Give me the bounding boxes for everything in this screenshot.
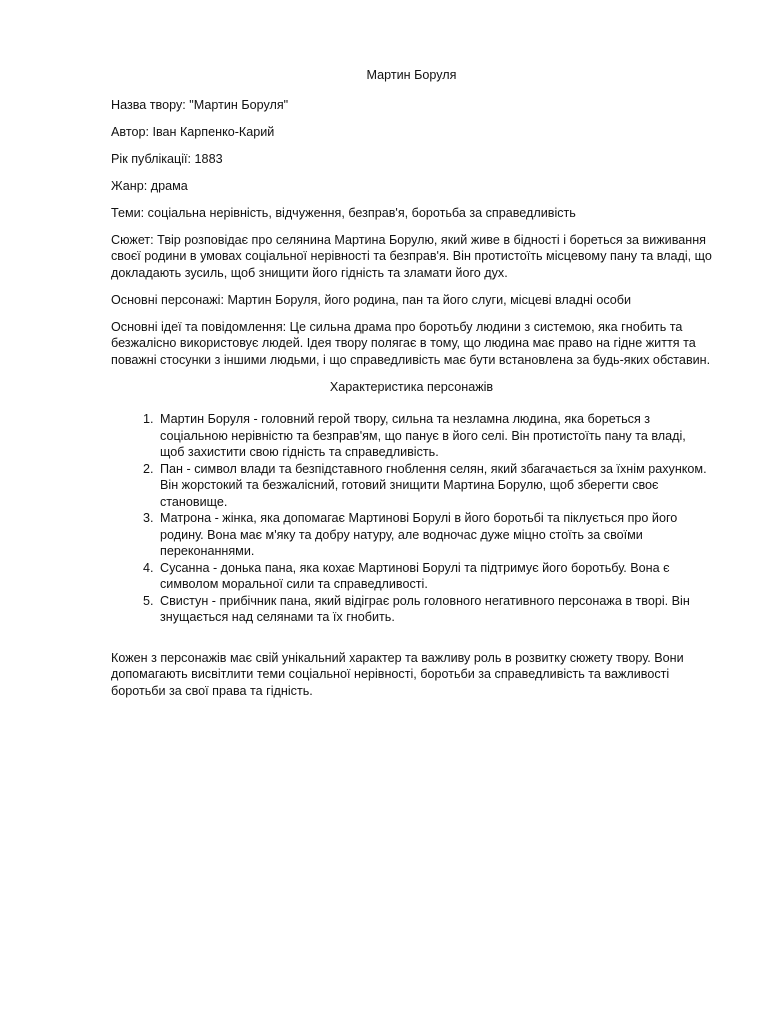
main-ideas-paragraph: Основні ідеї та повідомлення: Це сильна драма про боротьбу людини з системою, яка гнобить та безжалісно використовує людей. Ідея твору полягає в тому, що людина має право на гідне життя та поважні стосунки з іншими людьми, і що справедливість має бути встановлена за будь-яких обставин. xyxy=(111,319,711,367)
plot-paragraph: Сюжет: Твір розповідає про селянина Мартина Борулю, який живе в бідності і бореться за виживання своєї родини в умовах соціальної нерівності та безправ'я. Він протистоїть місцевому пану та владі, що докладають зусиль, щоб знищити його гідність та зламати його дух. xyxy=(111,232,712,280)
character-list-item: 4. Сусанна - донька пана, яка кохає Мартинові Борулі та підтримує його боротьбу. Вона є символом моральної сили та справедливості. xyxy=(157,560,712,593)
character-list-item: 3. Матрона - жінка, яка допомагає Мартинові Борулі в його боротьбі та піклується про його родину. Вона має м'яку та добру натуру, але водночас дуже міцно стоїть за своїми переконаннями. xyxy=(157,510,712,560)
themes-line: Теми: соціальна нерівність, відчуження, безправ'я, боротьба за справедливість xyxy=(111,205,576,220)
work-name-line: Назва твору: "Мартин Боруля" xyxy=(111,97,289,112)
conclusion-paragraph: Кожен з персонажів має свій унікальний характер та важливу роль в розвитку сюжету твору. Вони допомагають висвітлити теми соціальної нерівності, боротьби за справедливість та важливості боротьби за свої права та гідність. xyxy=(111,650,684,698)
publication-year-line: Рік публікації: 1883 xyxy=(111,151,223,166)
character-list-item: 1. Мартин Боруля - головний герой твору, сильна та незламна людина, яка бореться з соціальною нерівністю та безправ'ям, що панує в його селі. Він протистоїть пану та владі, щоб захистити свою гідність та справедливість. xyxy=(157,411,712,461)
document-title: Мартин Боруля xyxy=(366,68,457,82)
main-characters-line: Основні персонажі: Мартин Боруля, його родина, пан та його слуги, місцеві владні особи xyxy=(111,292,632,307)
character-list-item: 5. Свистун - прибічник пана, який відіграє роль головного негативного персонажа в творі. Він знущається над селянами та їх гнобить. xyxy=(157,593,712,626)
characters-section-title: Характеристика персонажів xyxy=(329,379,494,394)
genre-line: Жанр: драма xyxy=(111,178,188,193)
author-line: Автор: Іван Карпенко-Карий xyxy=(111,124,275,139)
character-list xyxy=(111,411,712,626)
character-list-item: 2. Пан - символ влади та безпідставного гноблення селян, який збагачається за їхнім рахунком. Він жорстокий та безжалісний, готовий знищити Мартина Борулю, щоб зберегти своє становище. xyxy=(157,461,712,511)
